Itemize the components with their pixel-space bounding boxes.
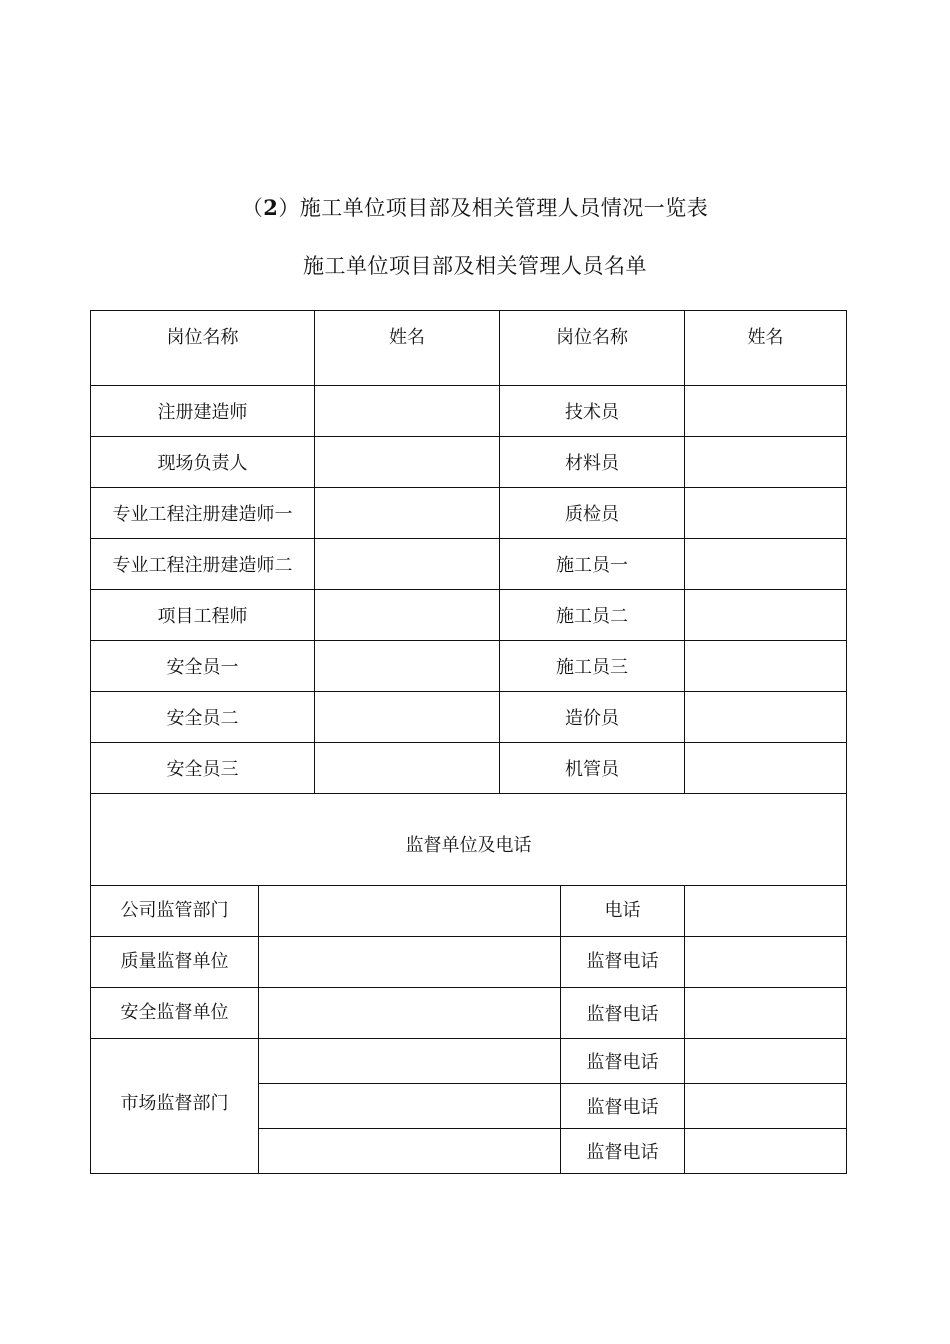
name-cell[interactable] (685, 743, 847, 794)
unit-label: 质量监督单位 (91, 936, 259, 987)
phone-label: 监督电话 (561, 1083, 685, 1128)
document-subtitle: 施工单位项目部及相关管理人员名单 (303, 254, 647, 278)
unit-value-cell[interactable] (259, 885, 561, 936)
phone-label: 电话 (561, 885, 685, 936)
header-position: 岗位名称 (500, 311, 685, 386)
table-row (91, 692, 847, 743)
table-row (91, 386, 847, 437)
phone-label: 监督电话 (561, 936, 685, 987)
table-row (91, 743, 847, 794)
position-label: 专业工程注册建造师一 (91, 488, 315, 539)
table-row (91, 987, 847, 1038)
position-label: 安全员一 (91, 641, 315, 692)
name-cell[interactable] (685, 539, 847, 590)
position-label: 安全员二 (91, 692, 315, 743)
phone-label: 监督电话 (561, 987, 685, 1038)
position-label: 施工员三 (500, 641, 685, 692)
title-text: ）施工单位项目部及相关管理人员情况一览表 (278, 196, 709, 220)
phone-value-cell[interactable] (685, 936, 847, 987)
name-cell[interactable] (315, 386, 500, 437)
table-row (91, 590, 847, 641)
phone-value-cell[interactable] (685, 1083, 847, 1128)
name-cell[interactable] (685, 590, 847, 641)
phone-value-cell[interactable] (685, 1128, 847, 1173)
phone-label: 监督电话 (561, 1038, 685, 1083)
header-name: 姓名 (685, 311, 847, 386)
name-cell[interactable] (685, 488, 847, 539)
table-row (91, 1038, 847, 1083)
name-cell[interactable] (685, 386, 847, 437)
position-label: 技术员 (500, 386, 685, 437)
position-label: 现场负责人 (91, 437, 315, 488)
header-position: 岗位名称 (91, 311, 315, 386)
name-cell[interactable] (315, 437, 500, 488)
unit-value-cell[interactable] (259, 936, 561, 987)
name-cell[interactable] (315, 743, 500, 794)
unit-label: 市场监督部门 (91, 1038, 259, 1173)
title-prefix: （ (241, 196, 264, 220)
name-cell[interactable] (315, 692, 500, 743)
position-label: 施工员一 (500, 539, 685, 590)
phone-value-cell[interactable] (685, 885, 847, 936)
phone-label: 监督电话 (561, 1128, 685, 1173)
name-cell[interactable] (315, 641, 500, 692)
phone-value-cell[interactable] (685, 1038, 847, 1083)
name-cell[interactable] (315, 590, 500, 641)
position-label: 安全员三 (91, 743, 315, 794)
section-number: 2 (263, 195, 279, 220)
unit-label: 公司监管部门 (91, 885, 259, 936)
position-label: 机管员 (500, 743, 685, 794)
name-cell[interactable] (315, 488, 500, 539)
name-cell[interactable] (685, 641, 847, 692)
unit-value-cell[interactable] (259, 1128, 561, 1173)
supervision-section-row (91, 790, 847, 885)
table-row (91, 437, 847, 488)
table-row (91, 539, 847, 590)
table-row (91, 936, 847, 987)
unit-label: 安全监督单位 (91, 987, 259, 1038)
table-row (91, 641, 847, 692)
staff-table-header-row (91, 311, 847, 386)
name-cell[interactable] (685, 437, 847, 488)
supervision-section-title: 监督单位及电话 (91, 790, 847, 885)
table-row (91, 885, 847, 936)
name-cell[interactable] (315, 539, 500, 590)
table-row (91, 488, 847, 539)
supervision-contacts-table (90, 790, 847, 1174)
position-label: 材料员 (500, 437, 685, 488)
unit-value-cell[interactable] (259, 1038, 561, 1083)
staff-roster-table (90, 310, 847, 794)
position-label: 质检员 (500, 488, 685, 539)
document-title (0, 192, 950, 222)
header-name: 姓名 (315, 311, 500, 386)
position-label: 造价员 (500, 692, 685, 743)
position-label: 注册建造师 (91, 386, 315, 437)
unit-value-cell[interactable] (259, 987, 561, 1038)
phone-value-cell[interactable] (685, 987, 847, 1038)
position-label: 专业工程注册建造师二 (91, 539, 315, 590)
position-label: 施工员二 (500, 590, 685, 641)
position-label: 项目工程师 (91, 590, 315, 641)
name-cell[interactable] (685, 692, 847, 743)
unit-value-cell[interactable] (259, 1083, 561, 1128)
